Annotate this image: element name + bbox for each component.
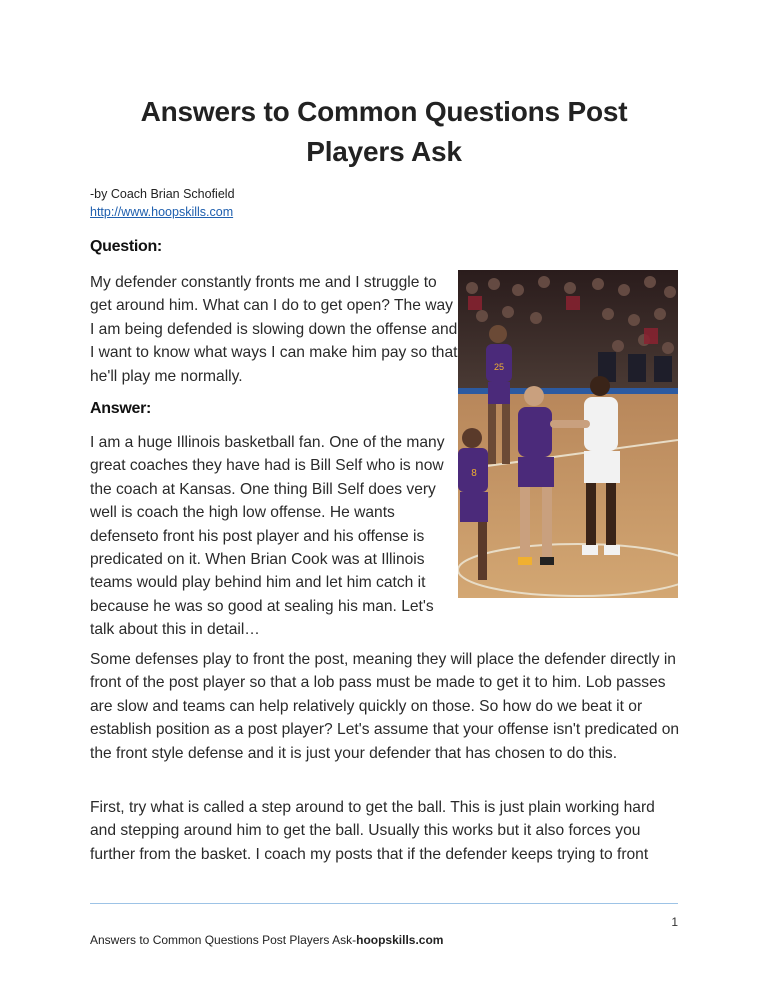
footer-title: Answers to Common Questions Post Players Ask- — [90, 933, 357, 947]
jersey-number-25: 25 — [493, 362, 505, 372]
basketball-photo — [458, 270, 678, 598]
footer-divider — [90, 903, 678, 904]
question-heading: Question: — [90, 238, 162, 255]
body-paragraph-2: First, try what is called a step around to get the ball. This is just plain working hard and stepping around him to get the ball. Usually this works but it also forces you further from the basket. I coach my posts that if the defender keeps trying to front — [90, 799, 655, 863]
body-paragraph-1: Some defenses play to front the post, meaning they will place the defender directly in front of the post player so that a lob pass must be made to get it to him. Lob passes are slow and teams can help relatively quickly on those. So how do we beat it or establish position as a post player? Let's assume that your offense isn't predicated on the front style defense and it is just your defender that has chosen to do this. — [90, 651, 680, 762]
answer-text: I am a huge Illinois basketball fan. One of the many great coaches they have had is Bill Self who is now the coach at Kansas. One thing Bill Self does very well is coach the high low offense. He wants defenseto front his post player and his offense is predicated on it. When Brian Cook was at Illinois teams would play behind him and let him catch it because he was so good at sealing his man. Let's talk about this in detail… — [90, 434, 445, 639]
author-byline: -by Coach Brian Schofield — [90, 187, 235, 201]
document-title: Answers to Common Questions Post Players Ask — [140, 96, 628, 167]
answer-heading: Answer: — [90, 400, 152, 417]
jersey-number-8: 8 — [471, 468, 477, 479]
website-link[interactable]: http://www.hoopskills.com — [90, 205, 234, 219]
page-number: 1 — [671, 915, 678, 929]
footer-site: hoopskills.com — [356, 933, 444, 947]
question-text: My defender constantly fronts me and I struggle to get around him. What can I do to get open? The way I am being defended is slowing down the offense and I want to know what ways I can make him pay so that he'll play me normally. — [90, 274, 458, 385]
running-footer — [90, 933, 443, 947]
